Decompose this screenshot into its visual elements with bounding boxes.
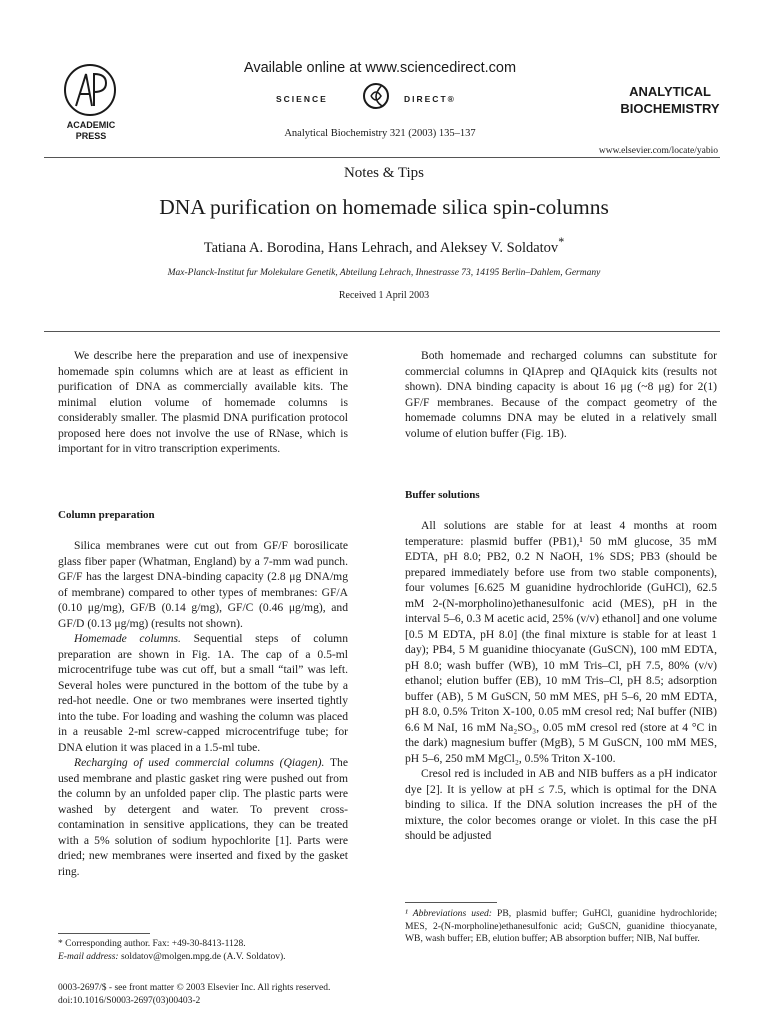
abstract-text: We describe here the preparation and use of inexpensive homemade spin columns which are at least as efficient in purification of DNA as commercially available kits. The minimal elution volume of homemade columns is considerably smaller. The plasmid DNA purification protocol proposed here does not involve the use of RNase, which is important for in vitro transcription experiments. — [58, 349, 348, 455]
column-substitution-section — [405, 348, 717, 441]
academic-press-logo-icon — [58, 62, 122, 122]
homemade-columns-paragraph — [58, 631, 348, 755]
footnote-divider-right — [405, 902, 497, 903]
buffer-solutions-heading — [405, 488, 717, 504]
sciencedirect-wordmark-right: DIRECT® — [404, 94, 456, 104]
available-online-text: Available online at www.sciencedirect.com — [243, 60, 517, 76]
column-prep-heading — [58, 508, 348, 524]
author-names: Tatiana A. Borodina, Hans Lehrach, and Aleksey V. Soldatov — [203, 239, 559, 256]
received-date: Received 1 April 2003 — [338, 290, 430, 301]
corresponding-author-fax: * Corresponding author. Fax: +49-30-8413-1128. — [58, 939, 246, 949]
journal-name-line-1: ANALYTICAL — [629, 84, 711, 99]
homemade-columns-label: Homemade columns. — [74, 632, 181, 645]
publisher-line-2: PRESS — [75, 131, 107, 141]
title-divider — [44, 331, 720, 332]
email-label: E-mail address: — [58, 951, 119, 962]
publisher-name — [44, 120, 138, 142]
doi-line[interactable]: doi:10.1016/S0003-2697(03)00403-2 — [58, 995, 201, 1006]
article-title: DNA purification on homemade silica spin-columns — [159, 195, 609, 219]
recharging-text: The used membrane and plastic gasket ring were pushed out from the column by an unfolded paper clip. The plastic parts were washed by detergent and water. To prevent cross-contamination in sensitive applications, they can be treated with a 5% solution of sodium hypochlorite [1]. Parts were dried; new membranes were inserted and fixed by the gasket ring. — [58, 756, 348, 878]
email-address-link[interactable]: soldatov@molgen.mpg.de (A.V. Soldatov). — [118, 951, 286, 962]
recharging-paragraph — [58, 755, 348, 879]
author-affiliation: Max-Planck-Institut fur Molekulare Genetik, Abteilung Lehrach, Ihnestrasse 73, 14195 Berlin–Dahlem, Germany — [167, 268, 601, 278]
author-list — [0, 235, 768, 257]
buffer-solutions-section — [405, 518, 717, 844]
buffer-list-paragraph: All solutions are stable for at least 4 months at room temperature: plasmid buffer (PB1),¹ 50 mM glucose, 35 mM EDTA, pH 8.0; PB2, 0.2 N NaOH, 1% SDS; PB3 (should be prepared immediately before use from two stable components), four volumes [6.625 M guanidine hydrochloride (GuHCl), 62.5 mM 2-(N-morpholino)ethanesulfonic acid (MES), pH in the interval 5–6, 0.3 M acetic acid, 25% (v/v) ethanol] and one volume [0.5 M EDTA, pH 8.0] (the final mixture is stable for at least 1 day); PB4, 5 M guanidine thiocyanate (GuSCN), 100 mM EDTA, pH 8.0; wash buffer (WB), 10 mM Tris–Cl, pH 7.5, 80% (v/v) ethanol; elution buffer (EB), 10 mM Tris–Cl, pH 8.5; adsorption buffer (AB), 5 M GuSCN, 50 mM MES, pH 5–6, 20 mM EDTA, pH 8.0, 0.5% Triton X-100, 0.05 mM cresol red; NaI buffer (NIB) 6.6 M NaI, 16 mM Na₂SO₃, 0.05 mM cresol red (store at 4 °C in the dark) magnesium buffer (MgB), 5 M GuSCN, 100 mM MES, pH 5–6, 250 mM MgCl₂, 0.5% Triton X-100. — [405, 519, 717, 765]
homemade-columns-text: Sequential steps of column preparation are shown in Fig. 1A. The cap of a 0.5-ml microcentrifuge tube was cut off, but a small “tail” was left. Several holes were punctured in the bottom of the tube by a red-hot needle. One or two membranes were inserted tightly into the tube. For loading and washing the column was placed in a reusable 2-ml screw-capped microcentrifuge tube; for DNA elution it was placed in a 1.5-ml tube. — [58, 632, 348, 754]
abbreviations-label: ¹ Abbreviations used: — [405, 908, 492, 919]
abbreviations-footnote — [405, 908, 717, 946]
abbreviations-text: PB, plasmid buffer; GuHCl, guanidine hydrochloride; MES, 2-(N-morpholine)ethanesulfonic acid; GuSCN, guanidine thiocyanate, WB, wash buffer; EB, elution buffer; AB absorption buffer; NIB, NaI buffer. — [405, 908, 717, 944]
buffer-solutions-heading-text: Buffer solutions — [405, 489, 480, 501]
journal-citation: Analytical Biochemistry 321 (2003) 135–137 — [284, 128, 476, 139]
recharging-label: Recharging of used commercial columns (Qiagen). — [74, 756, 325, 769]
column-substitution-paragraph: Both homemade and recharged columns can substitute for commercial columns in QIAprep and QIAquick kits (results not shown). DNA binding capacity is about 16 μg (~8 μg) for 2(1) GF/F membranes. Because of the compact geometry of the homemade columns DNA may be eluted in a relatively small volume of elution buffer (Fig. 1B). — [405, 349, 717, 440]
publisher-line-1: ACADEMIC — [66, 120, 116, 130]
journal-homepage-link[interactable]: www.elsevier.com/locate/yabio — [598, 146, 718, 156]
journal-name-line-2: BIOCHEMISTRY — [620, 101, 720, 116]
corresponding-author-mark: * — [558, 235, 565, 249]
corresponding-author-footnote — [58, 938, 358, 963]
email-line — [58, 951, 358, 964]
copyright-line: 0003-2697/$ - see front matter © 2003 Elsevier Inc. All rights reserved. — [58, 983, 331, 993]
footnote-divider-left — [58, 933, 150, 934]
header-divider — [44, 157, 720, 158]
column-prep-paragraph: Silica membranes were cut out from GF/F borosilicate glass fiber paper (Whatman, England) by a 7-mm wad punch. GF/F has the largest DNA-binding capacity (2.8 μg DNA/mg of membrane) compared to other types of membranes: GF/A (0.10 μg/mg), GF/B (0.14 g/mg), GF/C (0.46 μg/mg), and GF/D (0.13 μg/mg) (results not shown). — [58, 539, 348, 630]
journal-name — [600, 83, 740, 117]
copyright-block — [58, 982, 458, 1007]
abstract — [58, 348, 348, 457]
column-prep-heading-text: Column preparation — [58, 509, 155, 521]
sciencedirect-wordmark-left: SCIENCE — [276, 94, 328, 104]
section-label: Notes & Tips — [343, 165, 425, 181]
column-prep-section — [58, 538, 348, 879]
cresol-red-paragraph: Cresol red is included in AB and NIB buffers as a pH indicator dye [2]. It is yellow at pH ≤ 7.5, which is optimal for the DNA binding to silica. If the DNA solution increases the pH of the mixture, the color becomes orange or violet. In this case the pH should be adjusted — [405, 767, 717, 842]
